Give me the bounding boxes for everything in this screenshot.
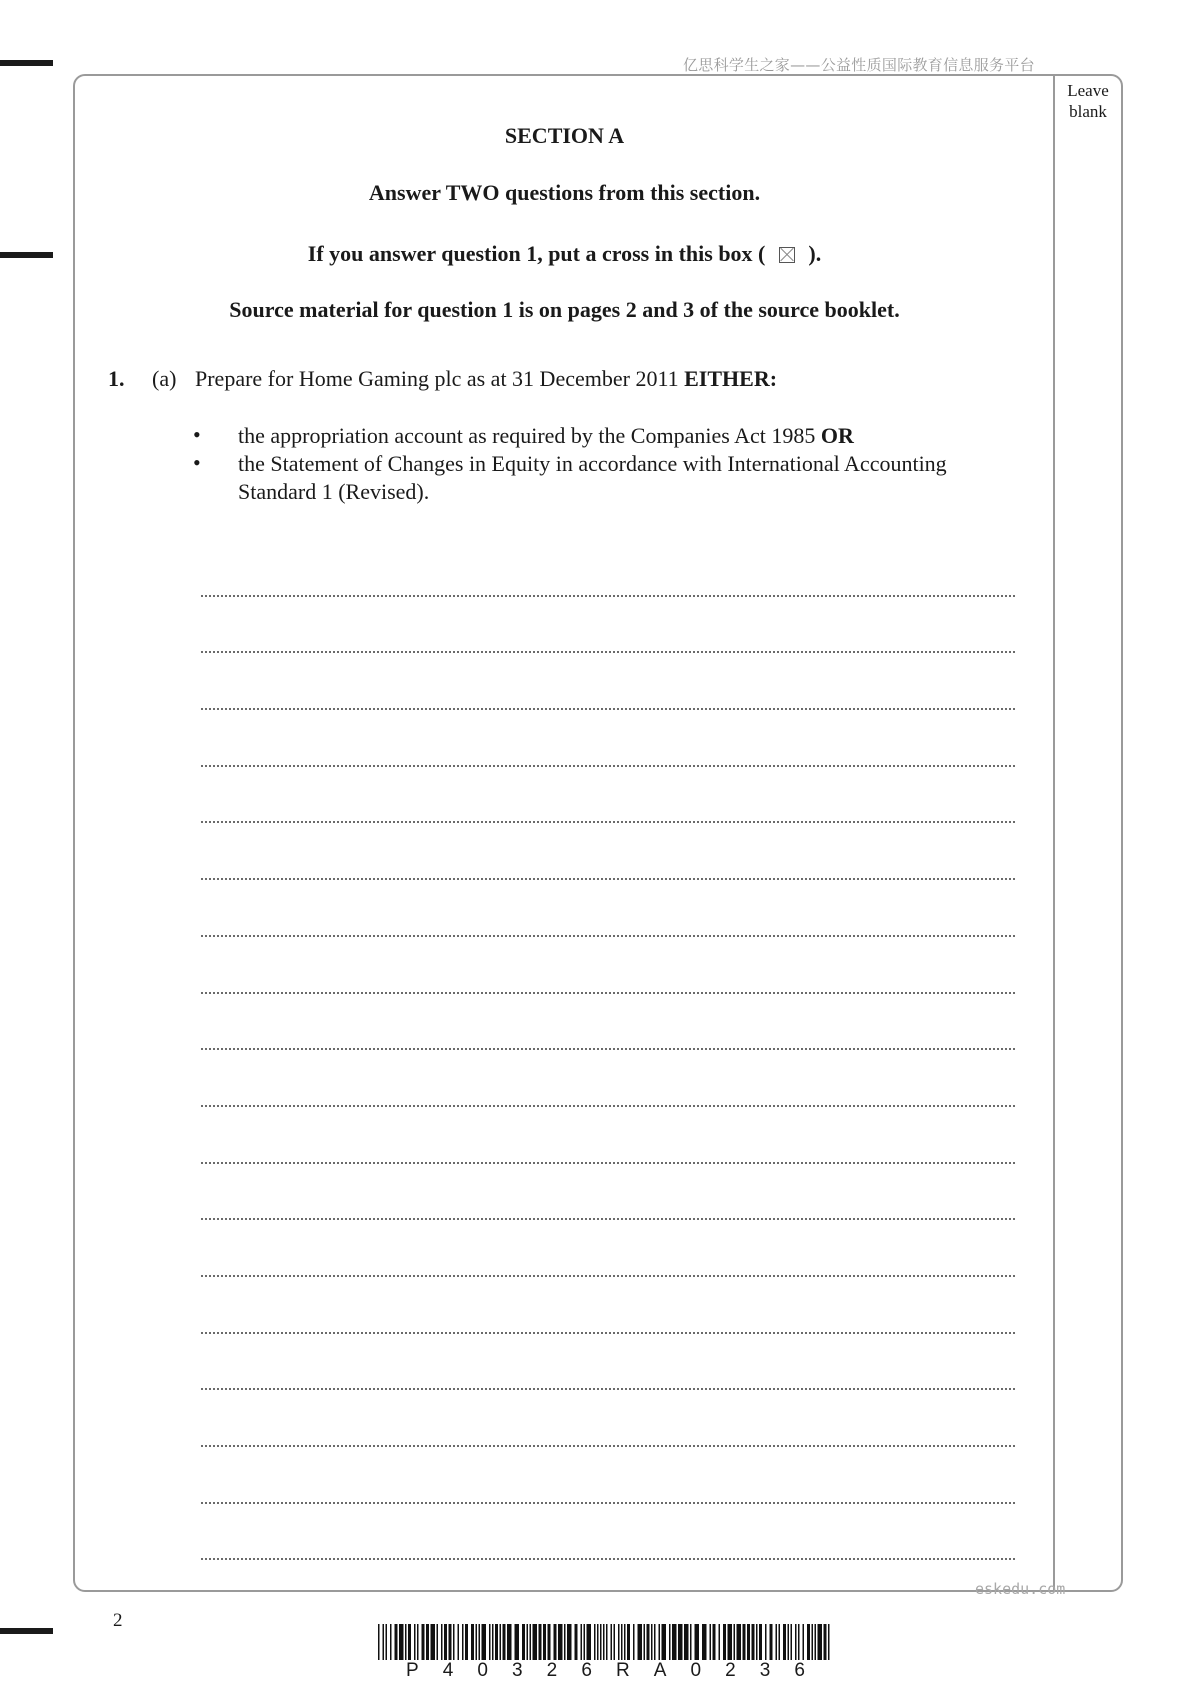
barcode-bar bbox=[522, 1624, 525, 1660]
bullet-dot-2: • bbox=[193, 450, 201, 475]
leave-blank-divider bbox=[1053, 76, 1055, 1590]
barcode-bar bbox=[554, 1624, 557, 1660]
answer-line[interactable] bbox=[201, 994, 1015, 1051]
barcode-char: A bbox=[653, 1660, 667, 1681]
margin-tick-middle bbox=[0, 252, 53, 258]
barcode-bar bbox=[449, 1624, 452, 1660]
barcode-bar bbox=[422, 1624, 425, 1660]
barcode-bar bbox=[378, 1624, 380, 1660]
barcode-char: 0 bbox=[690, 1660, 702, 1681]
answer-line[interactable] bbox=[201, 1390, 1015, 1447]
barcode-bar bbox=[776, 1624, 778, 1660]
barcode-bar bbox=[644, 1624, 646, 1660]
barcode-bar bbox=[651, 1624, 653, 1660]
barcode-bar bbox=[672, 1624, 677, 1660]
answer-line[interactable] bbox=[201, 880, 1015, 937]
barcode-bar bbox=[453, 1624, 455, 1660]
barcode-bar bbox=[756, 1624, 758, 1660]
answer-line[interactable] bbox=[201, 1277, 1015, 1334]
barcode-text bbox=[378, 1660, 833, 1682]
barcode-bar bbox=[489, 1624, 491, 1660]
bullet-dot-1: • bbox=[193, 422, 201, 447]
barcode-bar bbox=[765, 1624, 767, 1660]
barcode-bar bbox=[390, 1624, 392, 1660]
source-note: Source material for question 1 is on pages 2 and 3 of the source booklet. bbox=[229, 297, 900, 322]
barcode-char: 0 bbox=[477, 1660, 488, 1681]
barcode-bar bbox=[471, 1624, 474, 1660]
barcode-bar bbox=[719, 1624, 721, 1660]
barcode-char: P bbox=[406, 1660, 419, 1681]
barcode-char: 4 bbox=[442, 1660, 454, 1681]
barcode-bar bbox=[737, 1624, 742, 1660]
barcode-bar bbox=[584, 1624, 586, 1660]
barcode-bar bbox=[567, 1624, 572, 1660]
question-prompt bbox=[195, 366, 777, 392]
barcode-bar bbox=[548, 1624, 551, 1660]
answer-line[interactable] bbox=[201, 1447, 1015, 1504]
barcode-bar bbox=[798, 1624, 800, 1660]
question-prompt-text: Prepare for Home Gaming plc as at 31 December 2011 bbox=[195, 366, 679, 391]
barcode-bar bbox=[395, 1624, 398, 1660]
barcode-bar bbox=[614, 1624, 616, 1660]
barcode-bar bbox=[803, 1624, 805, 1660]
cross-instruction bbox=[76, 241, 1053, 267]
barcode-bar bbox=[482, 1624, 487, 1660]
cross-instruction-after: ). bbox=[808, 241, 822, 266]
bullet-item-1-or: OR bbox=[820, 423, 854, 448]
barcode-bar bbox=[791, 1624, 793, 1660]
barcode-bar bbox=[654, 1624, 656, 1660]
barcode-bar bbox=[581, 1624, 583, 1660]
barcode-bar bbox=[638, 1624, 643, 1660]
bullet-item-1 bbox=[238, 422, 854, 450]
barcode-bar bbox=[627, 1624, 630, 1660]
barcode-bar bbox=[807, 1624, 810, 1660]
barcode-bar bbox=[710, 1624, 712, 1660]
answer-line[interactable] bbox=[201, 1164, 1015, 1221]
barcode-bar bbox=[611, 1624, 613, 1660]
answer-line[interactable] bbox=[201, 1107, 1015, 1164]
barcode-bar bbox=[426, 1624, 429, 1660]
barcode-bar bbox=[621, 1624, 623, 1660]
barcode-bar bbox=[770, 1624, 773, 1660]
barcode-bar bbox=[600, 1624, 602, 1660]
barcode-bar bbox=[618, 1624, 620, 1660]
barcode-bar bbox=[458, 1624, 460, 1660]
barcode-bar bbox=[444, 1624, 447, 1660]
barcode-bar bbox=[684, 1624, 689, 1660]
question-prompt-either: EITHER: bbox=[684, 366, 778, 391]
answer-line[interactable] bbox=[201, 1334, 1015, 1391]
barcode-bar bbox=[515, 1624, 520, 1660]
barcode-bar bbox=[539, 1624, 542, 1660]
barcode-bar bbox=[713, 1624, 716, 1660]
answer-line[interactable] bbox=[201, 540, 1015, 597]
barcode-bar bbox=[812, 1624, 814, 1660]
barcode-bar bbox=[437, 1624, 439, 1660]
page-number: 2 bbox=[113, 1610, 123, 1631]
barcode-bar bbox=[414, 1624, 416, 1660]
barcode-bar bbox=[783, 1624, 786, 1660]
barcode-char: R bbox=[615, 1660, 630, 1681]
answer-line[interactable] bbox=[201, 1050, 1015, 1107]
barcode-bar bbox=[624, 1624, 626, 1660]
barcode-bar bbox=[743, 1624, 746, 1660]
leave-blank-line-2: blank bbox=[1069, 102, 1107, 121]
barcode-bar bbox=[603, 1624, 605, 1660]
barcode-bar bbox=[662, 1624, 667, 1660]
question-number: 1. bbox=[108, 366, 125, 391]
watermark-header: 亿思科学生之家——公益性质国际教育信息服务平台 bbox=[683, 56, 1035, 74]
barcode-bar bbox=[399, 1624, 404, 1660]
barcode-bar bbox=[587, 1624, 592, 1660]
barcode-bar bbox=[476, 1624, 478, 1660]
margin-tick-bottom bbox=[0, 1628, 53, 1634]
barcode-bar bbox=[441, 1624, 443, 1660]
barcode-bar bbox=[669, 1624, 671, 1660]
barcode-bar bbox=[492, 1624, 494, 1660]
barcode-bar bbox=[530, 1624, 532, 1660]
barcode-bar bbox=[779, 1624, 781, 1660]
answer-line[interactable] bbox=[201, 710, 1015, 767]
bullet-item-1-text: the appropriation account as required by the Companies Act 1985 bbox=[238, 423, 816, 448]
barcode-bar bbox=[690, 1624, 692, 1660]
barcode-bar bbox=[575, 1624, 578, 1660]
answer-line[interactable] bbox=[201, 1220, 1015, 1277]
barcode-bar bbox=[659, 1624, 661, 1660]
barcode-bar bbox=[495, 1624, 498, 1660]
barcode-char: 2 bbox=[725, 1660, 736, 1681]
barcode-char: 3 bbox=[512, 1660, 523, 1681]
barcode-bar bbox=[678, 1624, 683, 1660]
footer-watermark: eskedu.com bbox=[975, 1580, 1066, 1598]
cross-instruction-before: If you answer question 1, put a cross in this box ( bbox=[307, 241, 766, 266]
bullet-item-2-line-1: the Statement of Changes in Equity in accordance with International Accounting bbox=[238, 451, 947, 476]
barcode-bar bbox=[564, 1624, 566, 1660]
question-select-checkbox[interactable] bbox=[779, 247, 795, 263]
answer-line[interactable] bbox=[201, 1504, 1015, 1561]
barcode-bar bbox=[558, 1624, 563, 1660]
barcode-bar bbox=[818, 1624, 823, 1660]
bullet-item-2 bbox=[238, 450, 947, 506]
section-instruction: Answer TWO questions from this section. bbox=[368, 180, 761, 205]
barcode-bar bbox=[527, 1624, 529, 1660]
answer-line[interactable] bbox=[201, 767, 1015, 824]
section-title: SECTION A bbox=[504, 123, 625, 148]
barcode-bar bbox=[759, 1624, 762, 1660]
barcode-bar bbox=[633, 1624, 635, 1660]
bullet-item-2-line-2: Standard 1 (Revised). bbox=[238, 479, 430, 504]
barcode-bar bbox=[723, 1624, 726, 1660]
barcode-bar bbox=[728, 1624, 733, 1660]
answer-line[interactable] bbox=[201, 823, 1015, 880]
barcode-char: 6 bbox=[794, 1660, 805, 1681]
barcode-bar bbox=[383, 1624, 385, 1660]
barcode-bar bbox=[533, 1624, 538, 1660]
barcode-bar bbox=[788, 1624, 790, 1660]
barcode-bar bbox=[543, 1624, 546, 1660]
barcode-char: 2 bbox=[546, 1660, 558, 1681]
barcode-bar bbox=[465, 1624, 468, 1660]
leave-blank-label bbox=[1055, 80, 1121, 122]
barcode-bar bbox=[594, 1624, 596, 1660]
barcode-bar bbox=[815, 1624, 817, 1660]
answer-line[interactable] bbox=[201, 937, 1015, 994]
barcode-bar bbox=[647, 1624, 650, 1660]
barcode-bar bbox=[431, 1624, 436, 1660]
barcode-bar bbox=[597, 1624, 599, 1660]
barcode-bar bbox=[507, 1624, 512, 1660]
barcode-bar bbox=[752, 1624, 755, 1660]
barcode-bar bbox=[695, 1624, 700, 1660]
barcode-bar bbox=[824, 1624, 827, 1660]
barcode-bar bbox=[828, 1624, 830, 1660]
barcode-bar bbox=[734, 1624, 736, 1660]
barcode-bar bbox=[606, 1624, 608, 1660]
barcode-bar bbox=[479, 1624, 481, 1660]
barcode-bar bbox=[747, 1624, 750, 1660]
barcode-bar bbox=[795, 1624, 797, 1660]
answer-area[interactable] bbox=[201, 540, 1015, 1560]
answer-line[interactable] bbox=[201, 597, 1015, 654]
question-part: (a) bbox=[152, 366, 177, 391]
barcode-bar bbox=[408, 1624, 411, 1660]
barcode-bar bbox=[500, 1624, 502, 1660]
margin-tick-top bbox=[0, 60, 53, 66]
barcode-bar bbox=[386, 1624, 388, 1660]
answer-line[interactable] bbox=[201, 653, 1015, 710]
barcode-bar bbox=[702, 1624, 707, 1660]
barcode-char: 6 bbox=[581, 1660, 592, 1681]
barcode-bar bbox=[405, 1624, 407, 1660]
leave-blank-line-1: Leave bbox=[1067, 81, 1109, 100]
barcode-char: 3 bbox=[759, 1660, 771, 1681]
barcode-bar bbox=[503, 1624, 506, 1660]
barcode-bar bbox=[462, 1624, 464, 1660]
barcode-bar bbox=[417, 1624, 419, 1660]
